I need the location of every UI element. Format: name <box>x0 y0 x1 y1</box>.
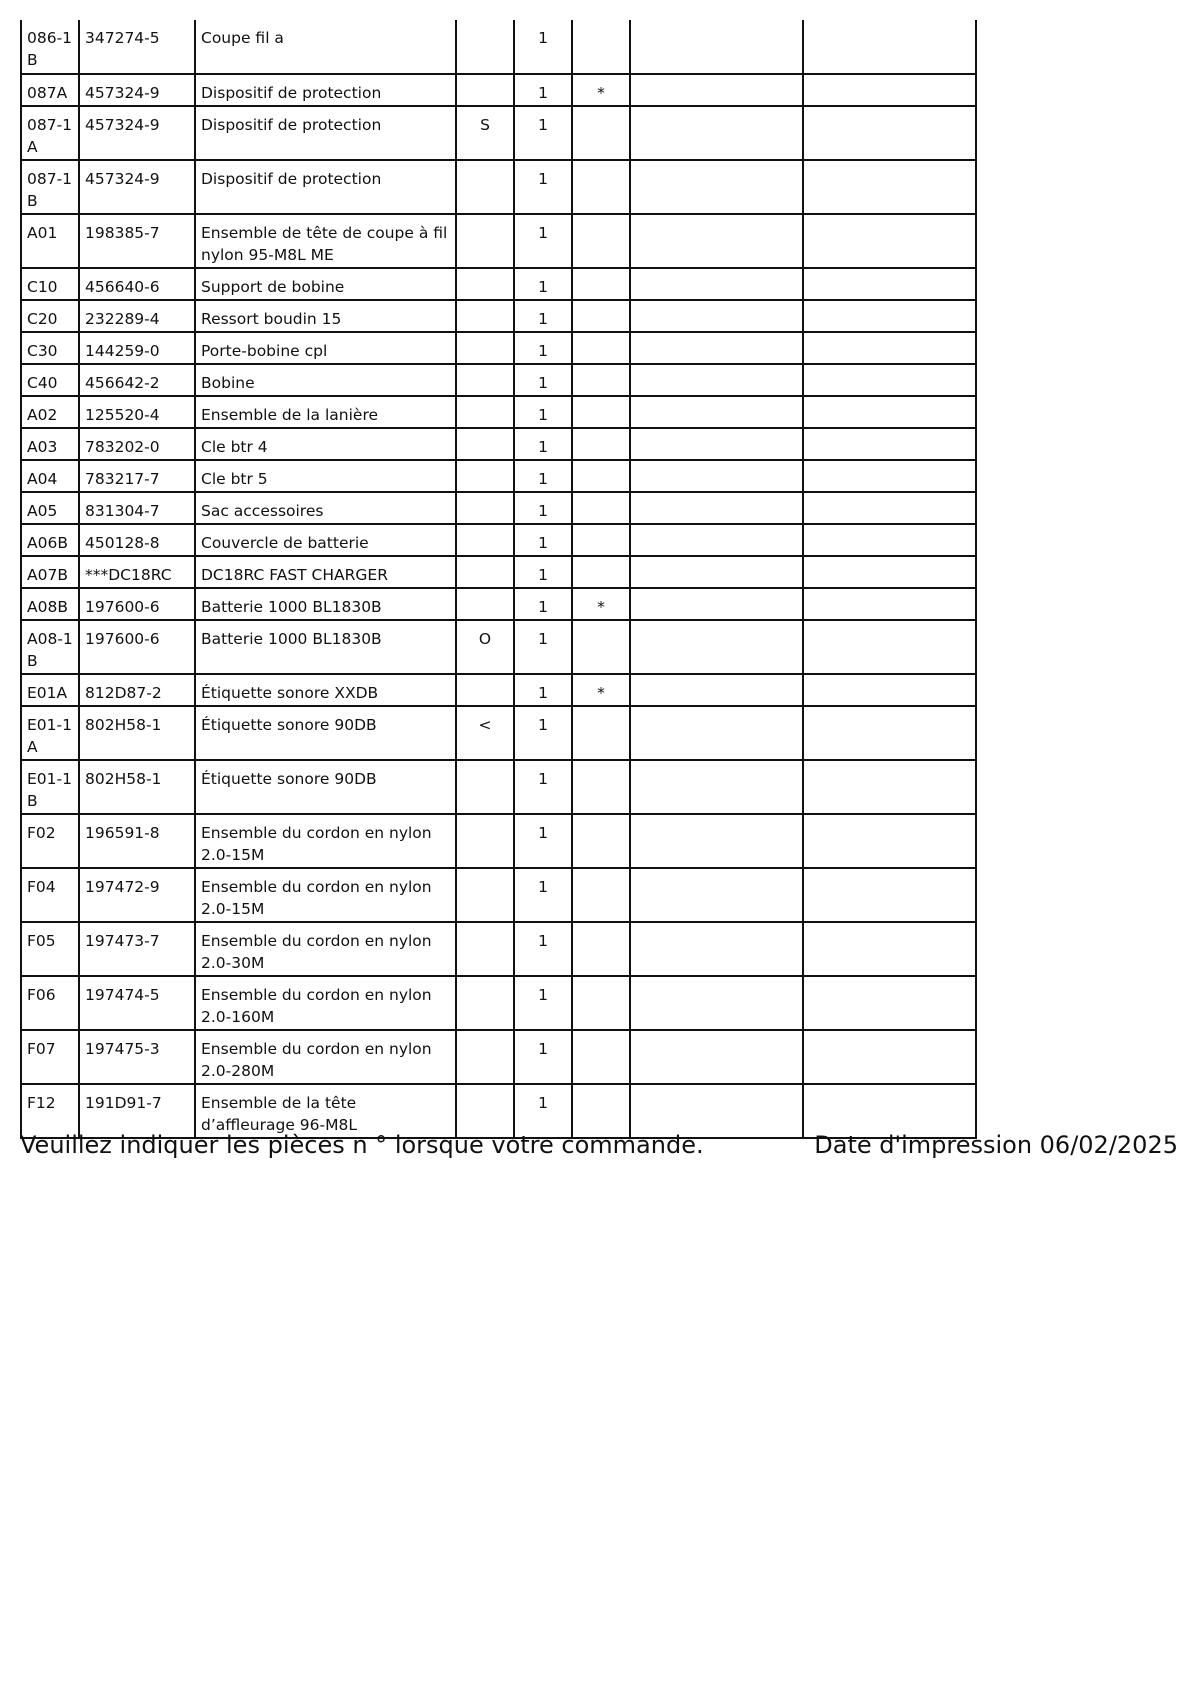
note-cell <box>572 1084 630 1138</box>
item-ref-cell: A04 <box>21 460 79 492</box>
blank-cell <box>803 74 976 106</box>
quantity-cell: 1 <box>514 588 572 620</box>
blank-cell <box>803 976 976 1030</box>
blank-cell <box>630 1030 803 1084</box>
item-ref-cell: F04 <box>21 868 79 922</box>
flag-cell: < <box>456 706 514 760</box>
parts-table <box>20 20 977 1139</box>
item-ref-cell: 087A <box>21 74 79 106</box>
note-cell <box>572 332 630 364</box>
description-cell: Cle btr 4 <box>195 428 456 460</box>
quantity-cell: 1 <box>514 1030 572 1084</box>
flag-cell <box>456 396 514 428</box>
table-row <box>21 524 976 556</box>
table-row <box>21 556 976 588</box>
note-cell <box>572 760 630 814</box>
flag-cell <box>456 428 514 460</box>
item-ref-cell: F12 <box>21 1084 79 1138</box>
note-cell <box>572 492 630 524</box>
flag-cell <box>456 20 514 74</box>
note-cell <box>572 868 630 922</box>
description-cell: Ensemble du cordon en nylon 2.0-15M <box>195 868 456 922</box>
flag-cell <box>456 674 514 706</box>
quantity-cell: 1 <box>514 922 572 976</box>
description-cell: Dispositif de protection <box>195 106 456 160</box>
note-cell <box>572 428 630 460</box>
blank-cell <box>803 268 976 300</box>
item-ref-cell: A06B <box>21 524 79 556</box>
table-row <box>21 396 976 428</box>
part-number-cell: ***DC18RC <box>79 556 195 588</box>
quantity-cell: 1 <box>514 674 572 706</box>
blank-cell <box>630 674 803 706</box>
note-cell <box>572 556 630 588</box>
blank-cell <box>803 460 976 492</box>
item-ref-cell: A03 <box>21 428 79 460</box>
blank-cell <box>803 1030 976 1084</box>
table-row <box>21 332 976 364</box>
part-number-cell: 457324-9 <box>79 74 195 106</box>
quantity-cell: 1 <box>514 106 572 160</box>
blank-cell <box>803 922 976 976</box>
flag-cell <box>456 524 514 556</box>
part-number-cell: 456640-6 <box>79 268 195 300</box>
blank-cell <box>803 106 976 160</box>
note-cell <box>572 20 630 74</box>
blank-cell <box>803 868 976 922</box>
quantity-cell: 1 <box>514 364 572 396</box>
blank-cell <box>630 20 803 74</box>
flag-cell <box>456 976 514 1030</box>
description-cell: Étiquette sonore 90DB <box>195 706 456 760</box>
description-cell: Support de bobine <box>195 268 456 300</box>
blank-cell <box>630 1084 803 1138</box>
note-cell <box>572 524 630 556</box>
part-number-cell: 198385-7 <box>79 214 195 268</box>
blank-cell <box>630 922 803 976</box>
quantity-cell: 1 <box>514 300 572 332</box>
part-number-cell: 457324-9 <box>79 106 195 160</box>
part-number-cell: 347274-5 <box>79 20 195 74</box>
description-cell: Ensemble du cordon en nylon 2.0-160M <box>195 976 456 1030</box>
note-cell: * <box>572 588 630 620</box>
table-row <box>21 214 976 268</box>
blank-cell <box>630 74 803 106</box>
part-number-cell: 450128-8 <box>79 524 195 556</box>
item-ref-cell: E01-1B <box>21 760 79 814</box>
description-cell: Cle btr 5 <box>195 460 456 492</box>
note-cell: * <box>572 74 630 106</box>
part-number-cell: 144259-0 <box>79 332 195 364</box>
description-cell: Ensemble de la tête d’affleurage 96-M8L <box>195 1084 456 1138</box>
note-cell <box>572 106 630 160</box>
table-row <box>21 706 976 760</box>
quantity-cell: 1 <box>514 74 572 106</box>
quantity-cell: 1 <box>514 868 572 922</box>
blank-cell <box>630 524 803 556</box>
item-ref-cell: F06 <box>21 976 79 1030</box>
blank-cell <box>803 332 976 364</box>
flag-cell <box>456 556 514 588</box>
table-row <box>21 106 976 160</box>
item-ref-cell: 086-1B <box>21 20 79 74</box>
flag-cell <box>456 1084 514 1138</box>
flag-cell <box>456 300 514 332</box>
blank-cell <box>803 524 976 556</box>
table-row <box>21 460 976 492</box>
quantity-cell: 1 <box>514 332 572 364</box>
part-number-cell: 197600-6 <box>79 588 195 620</box>
blank-cell <box>803 556 976 588</box>
quantity-cell: 1 <box>514 492 572 524</box>
table-row <box>21 868 976 922</box>
flag-cell <box>456 160 514 214</box>
description-cell: Coupe fil a <box>195 20 456 74</box>
description-cell: Couvercle de batterie <box>195 524 456 556</box>
note-cell <box>572 268 630 300</box>
blank-cell <box>803 214 976 268</box>
part-number-cell: 812D87-2 <box>79 674 195 706</box>
note-cell <box>572 706 630 760</box>
note-cell <box>572 922 630 976</box>
quantity-cell: 1 <box>514 760 572 814</box>
note-cell <box>572 160 630 214</box>
table-row <box>21 976 976 1030</box>
note-cell <box>572 1030 630 1084</box>
quantity-cell: 1 <box>514 706 572 760</box>
item-ref-cell: A05 <box>21 492 79 524</box>
flag-cell <box>456 760 514 814</box>
description-cell: Ensemble du cordon en nylon 2.0-30M <box>195 922 456 976</box>
table-row <box>21 674 976 706</box>
blank-cell <box>630 332 803 364</box>
part-number-cell: 232289-4 <box>79 300 195 332</box>
part-number-cell: 197472-9 <box>79 868 195 922</box>
flag-cell: S <box>456 106 514 160</box>
part-number-cell: 197473-7 <box>79 922 195 976</box>
blank-cell <box>630 214 803 268</box>
blank-cell <box>630 364 803 396</box>
table-row <box>21 268 976 300</box>
description-cell: Batterie 1000 BL1830B <box>195 588 456 620</box>
quantity-cell: 1 <box>514 268 572 300</box>
note-cell <box>572 214 630 268</box>
blank-cell <box>803 706 976 760</box>
part-number-cell: 802H58-1 <box>79 706 195 760</box>
quantity-cell: 1 <box>514 1084 572 1138</box>
table-row <box>21 1084 976 1138</box>
blank-cell <box>803 674 976 706</box>
quantity-cell: 1 <box>514 620 572 674</box>
table-row <box>21 160 976 214</box>
description-cell: Porte-bobine cpl <box>195 332 456 364</box>
blank-cell <box>803 428 976 460</box>
flag-cell <box>456 460 514 492</box>
table-row <box>21 588 976 620</box>
note-cell: * <box>572 674 630 706</box>
item-ref-cell: 087-1A <box>21 106 79 160</box>
description-cell: Ressort boudin 15 <box>195 300 456 332</box>
flag-cell <box>456 214 514 268</box>
description-cell: Sac accessoires <box>195 492 456 524</box>
part-number-cell: 802H58-1 <box>79 760 195 814</box>
parts-table-body <box>21 20 976 1138</box>
blank-cell <box>630 396 803 428</box>
blank-cell <box>803 814 976 868</box>
description-cell: Dispositif de protection <box>195 74 456 106</box>
blank-cell <box>803 364 976 396</box>
flag-cell: O <box>456 620 514 674</box>
item-ref-cell: C40 <box>21 364 79 396</box>
table-row <box>21 492 976 524</box>
quantity-cell: 1 <box>514 556 572 588</box>
flag-cell <box>456 814 514 868</box>
item-ref-cell: C10 <box>21 268 79 300</box>
part-number-cell: 831304-7 <box>79 492 195 524</box>
item-ref-cell: E01-1A <box>21 706 79 760</box>
flag-cell <box>456 868 514 922</box>
item-ref-cell: A07B <box>21 556 79 588</box>
note-cell <box>572 814 630 868</box>
blank-cell <box>803 760 976 814</box>
table-row <box>21 428 976 460</box>
flag-cell <box>456 364 514 396</box>
blank-cell <box>803 492 976 524</box>
blank-cell <box>803 160 976 214</box>
blank-cell <box>630 706 803 760</box>
blank-cell <box>630 492 803 524</box>
flag-cell <box>456 492 514 524</box>
table-row <box>21 1030 976 1084</box>
item-ref-cell: E01A <box>21 674 79 706</box>
item-ref-cell: 087-1B <box>21 160 79 214</box>
quantity-cell: 1 <box>514 160 572 214</box>
table-row <box>21 364 976 396</box>
blank-cell <box>630 814 803 868</box>
blank-cell <box>630 460 803 492</box>
blank-cell <box>630 268 803 300</box>
description-cell: Bobine <box>195 364 456 396</box>
part-number-cell: 196591-8 <box>79 814 195 868</box>
table-row <box>21 814 976 868</box>
quantity-cell: 1 <box>514 814 572 868</box>
description-cell: Dispositif de protection <box>195 160 456 214</box>
table-row <box>21 74 976 106</box>
blank-cell <box>630 428 803 460</box>
note-cell <box>572 976 630 1030</box>
quantity-cell: 1 <box>514 20 572 74</box>
table-row <box>21 20 976 74</box>
part-number-cell: 125520-4 <box>79 396 195 428</box>
description-cell: DC18RC FAST CHARGER <box>195 556 456 588</box>
blank-cell <box>630 588 803 620</box>
table-row <box>21 300 976 332</box>
table-row <box>21 620 976 674</box>
description-cell: Ensemble du cordon en nylon 2.0-15M <box>195 814 456 868</box>
quantity-cell: 1 <box>514 524 572 556</box>
note-cell <box>572 300 630 332</box>
blank-cell <box>803 588 976 620</box>
description-cell: Ensemble de la lanière <box>195 396 456 428</box>
blank-cell <box>630 160 803 214</box>
print-date: Date d'impression 06/02/2025 <box>814 1131 1178 1159</box>
item-ref-cell: F07 <box>21 1030 79 1084</box>
description-cell: Étiquette sonore XXDB <box>195 674 456 706</box>
part-number-cell: 457324-9 <box>79 160 195 214</box>
part-number-cell: 783202-0 <box>79 428 195 460</box>
note-cell <box>572 460 630 492</box>
blank-cell <box>803 20 976 74</box>
item-ref-cell: A02 <box>21 396 79 428</box>
blank-cell <box>803 396 976 428</box>
note-cell <box>572 396 630 428</box>
blank-cell <box>630 620 803 674</box>
quantity-cell: 1 <box>514 976 572 1030</box>
description-cell: Ensemble de tête de coupe à fil nylon 95-M8L ME <box>195 214 456 268</box>
order-instruction-note: Veuillez indiquer les pièces n ° lorsque votre commande. <box>20 1131 704 1159</box>
item-ref-cell: C30 <box>21 332 79 364</box>
quantity-cell: 1 <box>514 428 572 460</box>
flag-cell <box>456 74 514 106</box>
blank-cell <box>630 976 803 1030</box>
item-ref-cell: A08B <box>21 588 79 620</box>
flag-cell <box>456 332 514 364</box>
blank-cell <box>630 760 803 814</box>
flag-cell <box>456 588 514 620</box>
blank-cell <box>630 106 803 160</box>
description-cell: Étiquette sonore 90DB <box>195 760 456 814</box>
table-row <box>21 760 976 814</box>
blank-cell <box>630 868 803 922</box>
blank-cell <box>803 1084 976 1138</box>
description-cell: Batterie 1000 BL1830B <box>195 620 456 674</box>
blank-cell <box>803 620 976 674</box>
part-number-cell: 783217-7 <box>79 460 195 492</box>
flag-cell <box>456 922 514 976</box>
description-cell: Ensemble du cordon en nylon 2.0-280M <box>195 1030 456 1084</box>
blank-cell <box>630 556 803 588</box>
item-ref-cell: C20 <box>21 300 79 332</box>
part-number-cell: 197475-3 <box>79 1030 195 1084</box>
part-number-cell: 197474-5 <box>79 976 195 1030</box>
note-cell <box>572 620 630 674</box>
item-ref-cell: F02 <box>21 814 79 868</box>
flag-cell <box>456 1030 514 1084</box>
item-ref-cell: A08-1B <box>21 620 79 674</box>
table-row <box>21 922 976 976</box>
blank-cell <box>803 300 976 332</box>
quantity-cell: 1 <box>514 396 572 428</box>
note-cell <box>572 364 630 396</box>
quantity-cell: 1 <box>514 460 572 492</box>
item-ref-cell: A01 <box>21 214 79 268</box>
part-number-cell: 191D91-7 <box>79 1084 195 1138</box>
blank-cell <box>630 300 803 332</box>
part-number-cell: 456642-2 <box>79 364 195 396</box>
flag-cell <box>456 268 514 300</box>
item-ref-cell: F05 <box>21 922 79 976</box>
quantity-cell: 1 <box>514 214 572 268</box>
part-number-cell: 197600-6 <box>79 620 195 674</box>
